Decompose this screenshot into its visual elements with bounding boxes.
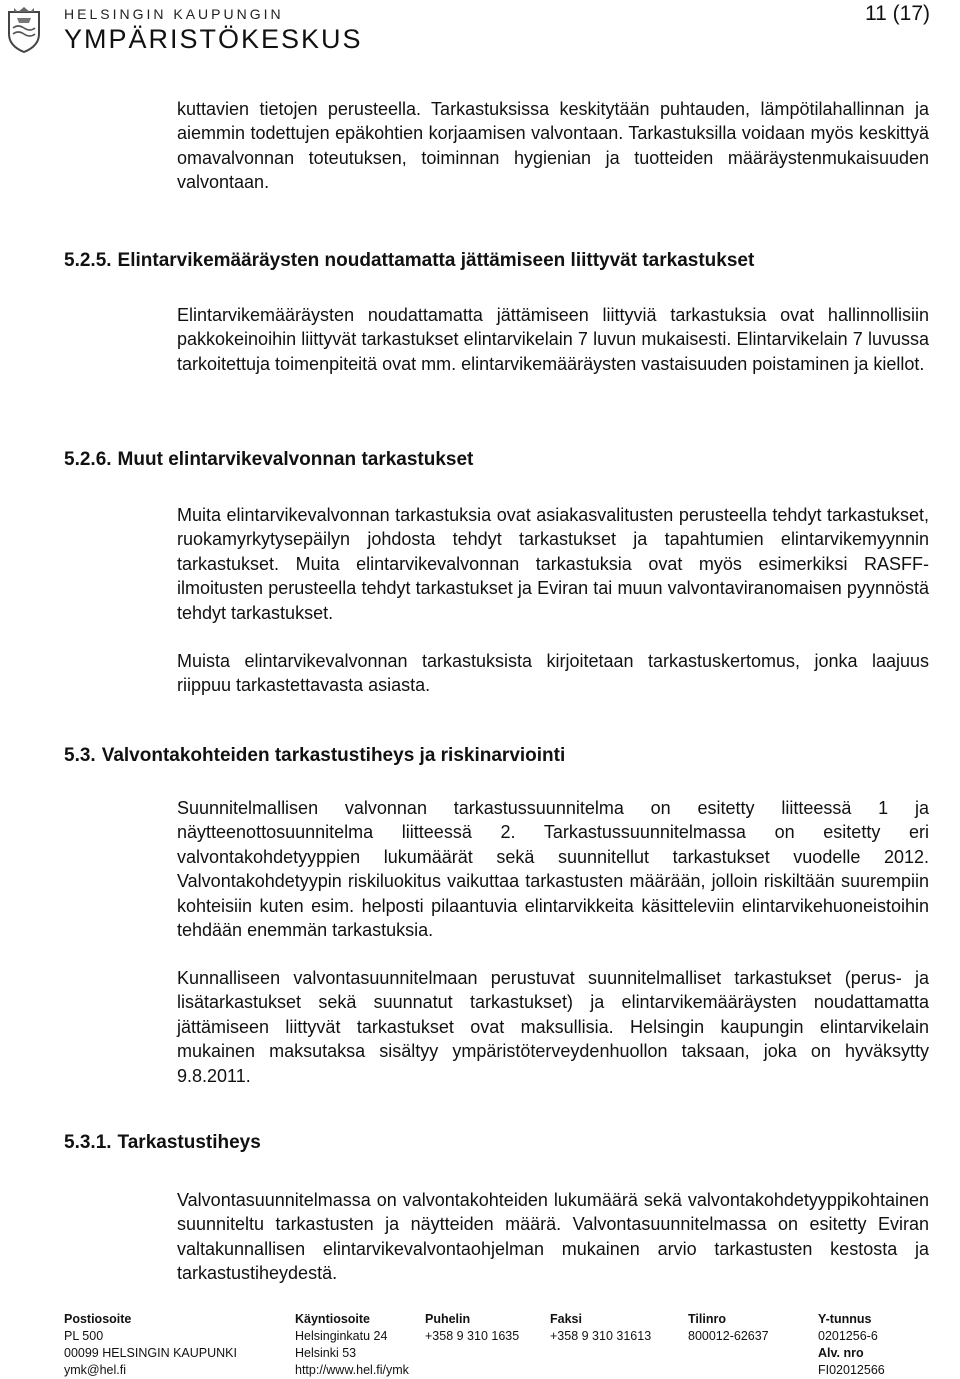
footer-label: Puhelin — [425, 1312, 471, 1326]
footer-business-id — [818, 1311, 885, 1379]
footer-value: 800012-62637 — [688, 1329, 769, 1343]
section-5-3-paragraph-1: Suunnitelmallisen valvonnan tarkastussuunnitelma on esitetty liitteessä 1 ja näytteenottosuunnitelma liitteessä 2. Tarkastussuunnitelmassa on esitetty eri valvontakohdetyyppien lukumäärät sekä suunnitellut tarkastukset vuodelle 2012. Valvontakohdetyypin riskiluokitus vaikuttaa tarkastusten määrään, jolloin riskiltään suurempiin kohteisiin kuten esim. helposti pilaantuvia elintarvikkeita käsitteleviin elintarvikehuoneistoihin tehdään enemmän tarkastuksia. — [177, 798, 929, 941]
section-title: Valvontakohteiden tarkastustiheys ja riskinarviointi — [101, 745, 566, 766]
footer-label: Postiosoite — [64, 1312, 132, 1326]
footer-value: FI02012566 — [818, 1363, 885, 1377]
section-number: 5.2.6. — [64, 449, 112, 470]
section-5-3-1-paragraph: Valvontasuunnitelmassa on valvontakohteiden lukumäärä sekä valvontakohdetyyppikohtainen suunniteltu tarkastusten ja näytteiden määrä. Valvontasuunnitelmassa on esitetty Eviran valtakunnallisen elintarvikevalvontaohjelman mukainen arvio tarkastusten kestosta ja tarkastustiheydestä. — [177, 1190, 929, 1284]
org-name-line2: YMPÄRISTÖKESKUS — [64, 24, 363, 54]
footer-label: Faksi — [550, 1312, 582, 1326]
footer-email: ymk@hel.fi — [64, 1363, 127, 1377]
footer-website: http://www.hel.fi/ymk — [295, 1363, 409, 1377]
helsinki-crest-logo — [6, 6, 42, 54]
footer-visiting-address — [295, 1311, 409, 1379]
section-heading-5-3-1 — [64, 1132, 261, 1154]
section-5-3-paragraph-2: Kunnalliseen valvontasuunnitelmaan perustuvat suunnitelmalliset tarkastukset (perus- ja lisätarkastukset sekä suunnatut tarkastukset) ja elintarvikemääräysten noudattamatta jättämiseen liittyvät tarkastukset ovat maksullisia. Helsingin kaupungin elintarvikelain mukainen maksutaksa sisältyy ympäristöterveydenhuollon taksaan, joka on hyväksytty 9.8.2011. — [177, 968, 929, 1086]
footer-value: +358 9 310 31613 — [550, 1329, 652, 1343]
footer-value: 0201256-6 — [818, 1329, 878, 1343]
footer-label: Tilinro — [688, 1312, 726, 1326]
footer-label: Alv. nro — [818, 1346, 864, 1360]
section-heading-5-3 — [64, 745, 565, 767]
footer-label: Y-tunnus — [818, 1312, 872, 1326]
section-title: Elintarvikemääräysten noudattamatta jättämiseen liittyvät tarkastukset — [117, 250, 755, 271]
org-name-line1: HELSINGIN KAUPUNGIN — [64, 6, 284, 22]
section-5-2-6-paragraph-1: Muita elintarvikevalvonnan tarkastuksia ovat asiakasvalitusten perusteella tehdyt tarkastukset, ruokamyrkytysepäilyn johdosta tehdyt tarkastukset ja tapahtumien elintarvikemyynnin tarkastukset. Muita elintarvikevalvonnan tarkastuksia ovat myös esimerkiksi RASFF-ilmoitusten perusteella tehdyt tarkastukset ja Eviran tai muun valvontaviranomaisen pyynnöstä tehdyt tarkastukset. — [177, 505, 929, 623]
section-title: Tarkastustiheys — [117, 1132, 261, 1153]
footer-postal-address — [64, 1311, 237, 1379]
footer-bank-account — [688, 1311, 769, 1345]
section-number: 5.2.5. — [64, 250, 112, 271]
footer-value: 00099 HELSINGIN KAUPUNKI — [64, 1346, 237, 1360]
footer-value: +358 9 310 1635 — [425, 1329, 520, 1343]
intro-paragraph: kuttavien tietojen perusteella. Tarkastuksissa keskitytään puhtauden, lämpötilahallinnan ja aiemmin todettujen epäkohtien korjaamisen valvontaan. Tarkastuksilla voidaan myös keskittyä omavalvonnan toteutuksen, toiminnan hygienian ja tuotteiden määräystenmukaisuuden valvontaan. — [177, 99, 929, 193]
footer-value: Helsinki 53 — [295, 1346, 357, 1360]
section-5-2-6-paragraph-2: Muista elintarvikevalvonnan tarkastuksista kirjoitetaan tarkastuskertomus, jonka laajuus riippuu tarkastettavasta asiasta. — [177, 651, 929, 696]
page-number: 11 (17) — [865, 2, 930, 25]
section-5-2-5-paragraph: Elintarvikemääräysten noudattamatta jättämiseen liittyviä tarkastuksia ovat hallinnollisiin pakkokeinoihin liittyvät tarkastukset elintarvikelain 7 luvun mukaisesti. Elintarvikelain 7 luvussa tarkoitettuja toimenpiteitä ovat mm. elintarvikemääräysten vastaisuuden poistaminen ja kiellot. — [177, 305, 929, 374]
footer-phone — [425, 1311, 519, 1345]
footer-value: Helsinginkatu 24 — [295, 1329, 388, 1343]
section-number: 5.3. — [64, 745, 96, 766]
footer-fax — [550, 1311, 651, 1345]
footer-label: Käyntiosoite — [295, 1312, 371, 1326]
section-number: 5.3.1. — [64, 1132, 112, 1153]
page-footer — [64, 1311, 944, 1377]
section-heading-5-2-6 — [64, 449, 473, 471]
section-title: Muut elintarvikevalvonnan tarkastukset — [117, 449, 474, 470]
section-heading-5-2-5 — [64, 250, 754, 272]
footer-value: PL 500 — [64, 1329, 104, 1343]
